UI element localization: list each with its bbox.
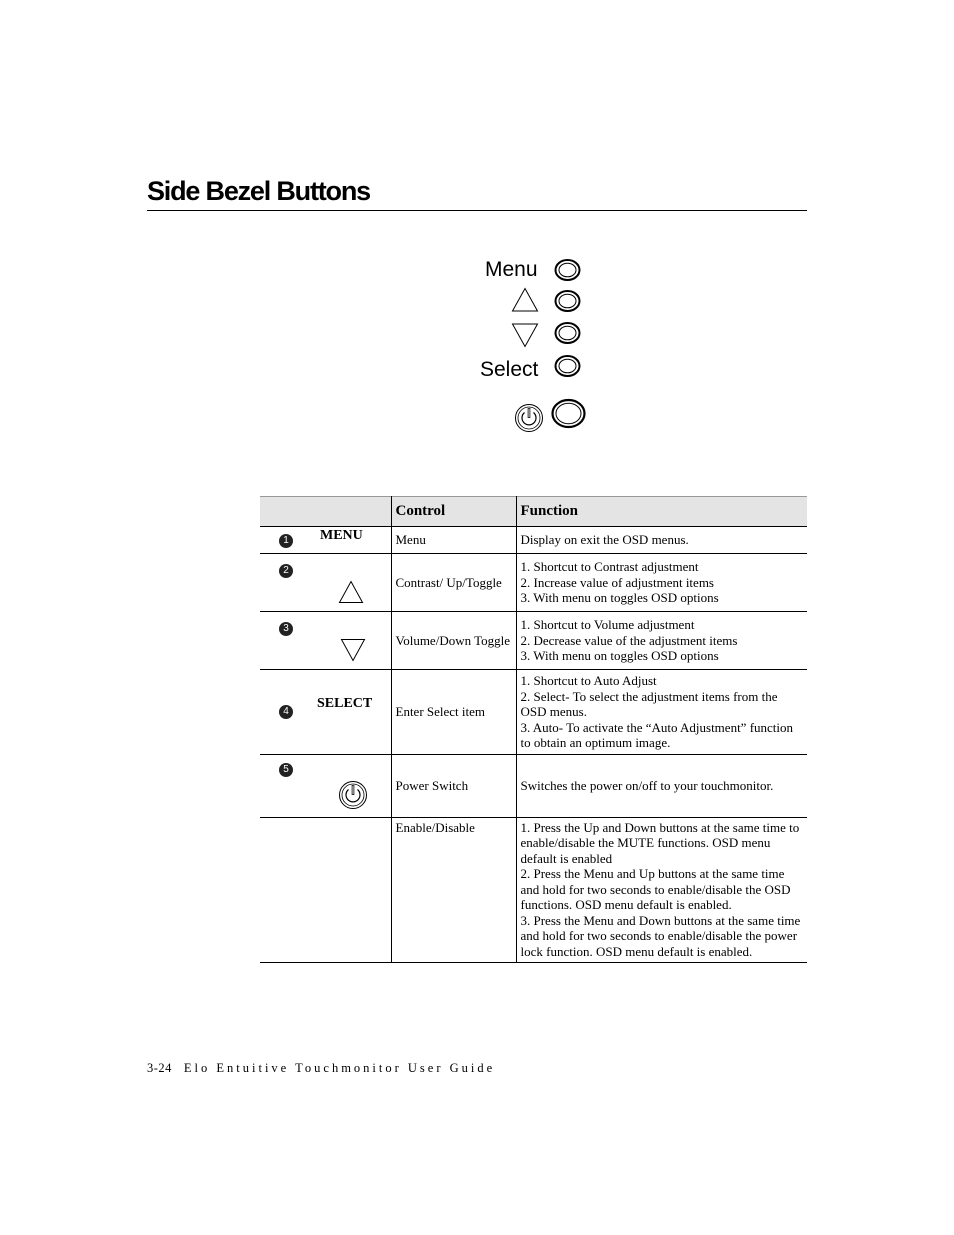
- title-rule: [147, 210, 807, 211]
- select-label: Select: [480, 358, 539, 381]
- function-line: 1. Shortcut to Contrast adjustment: [520, 559, 699, 575]
- footer-title: Elo Entuitive Touchmonitor User Guide: [183, 1061, 496, 1075]
- button-cell: [260, 612, 391, 670]
- function-line: 3. With menu on toggles OSD options: [520, 590, 719, 606]
- header-blank: [260, 497, 391, 527]
- number-badge: 5: [279, 763, 293, 777]
- up-triangle-icon: [511, 287, 539, 313]
- button-cell: [260, 670, 391, 755]
- power-icon: [513, 402, 545, 434]
- power-icon: [337, 779, 369, 811]
- function-line: 2. Decrease value of the adjustment items: [520, 632, 738, 648]
- number-badge: 3: [279, 622, 293, 636]
- control-cell: Enter Select item: [391, 670, 516, 755]
- table-row: [260, 670, 807, 755]
- function-line: 1. Shortcut to Auto Adjust: [520, 673, 657, 688]
- control-cell: Volume/Down Toggle: [391, 612, 516, 670]
- control-cell: Enable/Disable: [391, 817, 516, 963]
- function-line: 1. Shortcut to Volume adjustment: [520, 617, 695, 633]
- function-cell: [516, 554, 807, 612]
- control-cell: Power Switch: [391, 754, 516, 817]
- down-triangle-icon: [340, 638, 366, 662]
- table-header-row: [260, 497, 807, 527]
- button-cell: [260, 554, 391, 612]
- header-control: Control: [391, 497, 516, 527]
- control-cell: Contrast/ Up/Toggle: [391, 554, 516, 612]
- header-function: Function: [516, 497, 807, 527]
- function-line: Switches the power on/off to your touchmonitor.: [520, 777, 774, 793]
- page-title: Side Bezel Buttons: [147, 176, 370, 206]
- number-badge: 2: [279, 564, 293, 578]
- number-badge: 4: [279, 705, 293, 719]
- table-row: [260, 527, 807, 554]
- function-cell: [516, 754, 807, 817]
- function-cell: [516, 612, 807, 670]
- button-cell: [260, 527, 391, 554]
- button-cell: [260, 817, 391, 963]
- button-cell: [260, 754, 391, 817]
- table-row: [260, 554, 807, 612]
- page-number: 3-24: [147, 1061, 172, 1075]
- function-line: Display on exit the OSD menus.: [520, 532, 689, 548]
- menu-button-icon: [553, 258, 583, 284]
- function-line: 3. Auto- To activate the “Auto Adjustment” function to obtain an optimum image.: [520, 719, 794, 750]
- menu-label: Menu: [485, 258, 538, 281]
- up-triangle-icon: [338, 580, 364, 604]
- table-row: [260, 817, 807, 963]
- page-footer: [147, 1061, 495, 1076]
- control-cell: Menu: [391, 527, 516, 554]
- button-label-menu: MENU: [320, 528, 363, 543]
- function-line: 1. Press the Up and Down buttons at the same time to enable/disable the MUTE functions. OSD menu default is enabled: [520, 819, 800, 866]
- select-button-icon: [553, 354, 583, 380]
- table-row: [260, 612, 807, 670]
- function-cell: [516, 670, 807, 755]
- function-line: 3. With menu on toggles OSD options: [520, 648, 719, 664]
- function-line: 3. Press the Menu and Down buttons at the same time and hold for two seconds to enable/disable the power lock function. OSD menu default is enabled.: [520, 912, 801, 959]
- up-button-icon: [553, 289, 583, 315]
- function-line: 2. Press the Menu and Up buttons at the same time and hold for two seconds to enable/disable the OSD functions. OSD menu default is enabled.: [520, 866, 791, 912]
- function-line: 2. Increase value of adjustment items: [520, 574, 714, 590]
- down-button-icon: [553, 321, 583, 347]
- down-triangle-icon: [511, 322, 539, 348]
- button-label-select: SELECT: [317, 696, 373, 711]
- function-cell: [516, 527, 807, 554]
- bezel-diagram: [460, 250, 600, 440]
- function-line: 2. Select- To select the adjustment items from the OSD menus.: [520, 688, 778, 719]
- table-row: [260, 754, 807, 817]
- function-cell: [516, 817, 807, 963]
- power-button-icon: [550, 398, 588, 430]
- controls-table: [260, 496, 807, 963]
- number-badge: 1: [279, 534, 293, 548]
